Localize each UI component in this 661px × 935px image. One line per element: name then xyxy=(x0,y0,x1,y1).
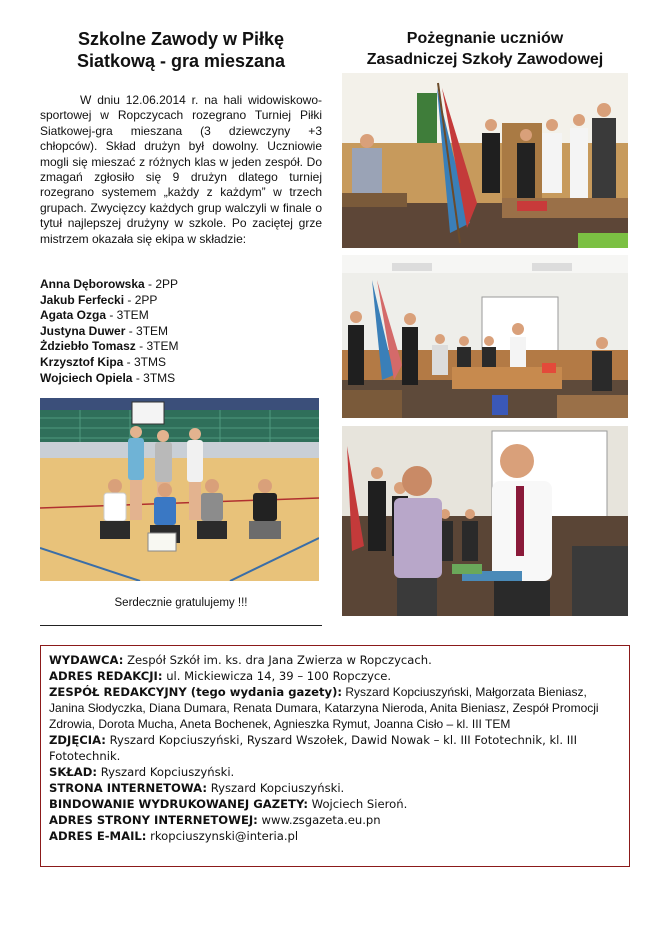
roster-item: Żdziebło Tomasz - 3TEM xyxy=(40,339,179,354)
credit-layout: SKŁAD: Ryszard Kopciuszyński. xyxy=(49,765,235,779)
credit-website: STRONA INTERNETOWA: Ryszard Kopciuszyński. xyxy=(49,781,345,795)
roster-item: Anna Dęborowska - 2PP xyxy=(40,277,179,291)
credit-binding: BINDOWANIE WYDRUKOWANEJ GAZETY: Wojciech Sieroń. xyxy=(49,797,408,811)
credit-photos: ZDJĘCIA: Ryszard Kopciuszyński, Ryszard Wszołek, Dawid Nowak – kl. III Fototechnik, kl. III Fototechnik. xyxy=(49,733,578,763)
credit-website-address: ADRES STRONY INTERNETOWEJ: www.zsgazeta.eu.pn xyxy=(49,813,381,827)
credit-editorial-address: ADRES REDAKCJI: ul. Mickiewicza 14, 39 – 100 Ropczyce. xyxy=(49,669,392,683)
farewell-photo-2 xyxy=(342,255,628,418)
farewell-article-title: Pożegnanie uczniów Zasadniczej Szkoły Zawodowej xyxy=(366,30,604,68)
roster-item: Jakub Ferfecki - 2PP xyxy=(40,292,158,307)
credit-editorial-team: ZESPÓŁ REDAKCYJNY (tego wydania gazety): Ryszard Kopciuszyński, Małgorzata Bieniasz, Janina Słodyczka, Diana Dumara, Renata Dumara, Katarzyna Nieroda, Anita Bieniasz, Zespół Promocji Zdrowia, Dorota Mucha, Aneta Bochenek, Agnieszka Rymut, Joanna Cisło – kl. III TEM xyxy=(49,685,599,731)
editorial-credits-box xyxy=(40,645,630,867)
volleyball-article-body: W dniu 12.06.2014 r. na hali widowiskowo-sportowej w Ropczycach rozegrano Turniej Piłki Siatkowej-gra mieszana (3 dziewczyny +3 chłopców). Skład drużyn był dowolny. Uczniowie mogli się mieszać z różnych klas w jeden zespół. Do zmagań zgłosiło się 9 drużyn dlatego turniej rozegrano systemem „każdy z każdym” w trzech grupach. Zwycięzcy każdych grup walczyli w finale o tytuł najlepszej drużyny w szkole. Po zaciętej grze mistrzem okazała się ekipa w składzie: xyxy=(40,93,322,246)
credit-email: ADRES E-MAIL: rkopciuszynski@interia.pl xyxy=(49,829,299,843)
congratulations-text: Serdecznie gratulujemy !!! xyxy=(114,597,248,609)
roster-item: Wojciech Opiela - 3TMS xyxy=(40,370,176,385)
farewell-photo-1 xyxy=(342,73,628,248)
roster-item: Agata Ozga - 3TEM xyxy=(40,308,149,323)
farewell-photo-3 xyxy=(342,426,628,616)
winning-team-roster xyxy=(40,277,322,386)
column-divider-line xyxy=(40,625,322,626)
credit-publisher: WYDAWCA: Zespół Szkół im. ks. dra Jana Zwierza w Ropczycach. xyxy=(49,653,432,667)
roster-item: Krzysztof Kipa - 3TMS xyxy=(40,354,167,369)
roster-item: Justyna Duwer - 3TEM xyxy=(40,323,169,338)
volleyball-article-title: Szkolne Zawody w Piłkę Siatkową - gra mieszana xyxy=(76,29,286,71)
volleyball-team-photo xyxy=(40,398,319,581)
